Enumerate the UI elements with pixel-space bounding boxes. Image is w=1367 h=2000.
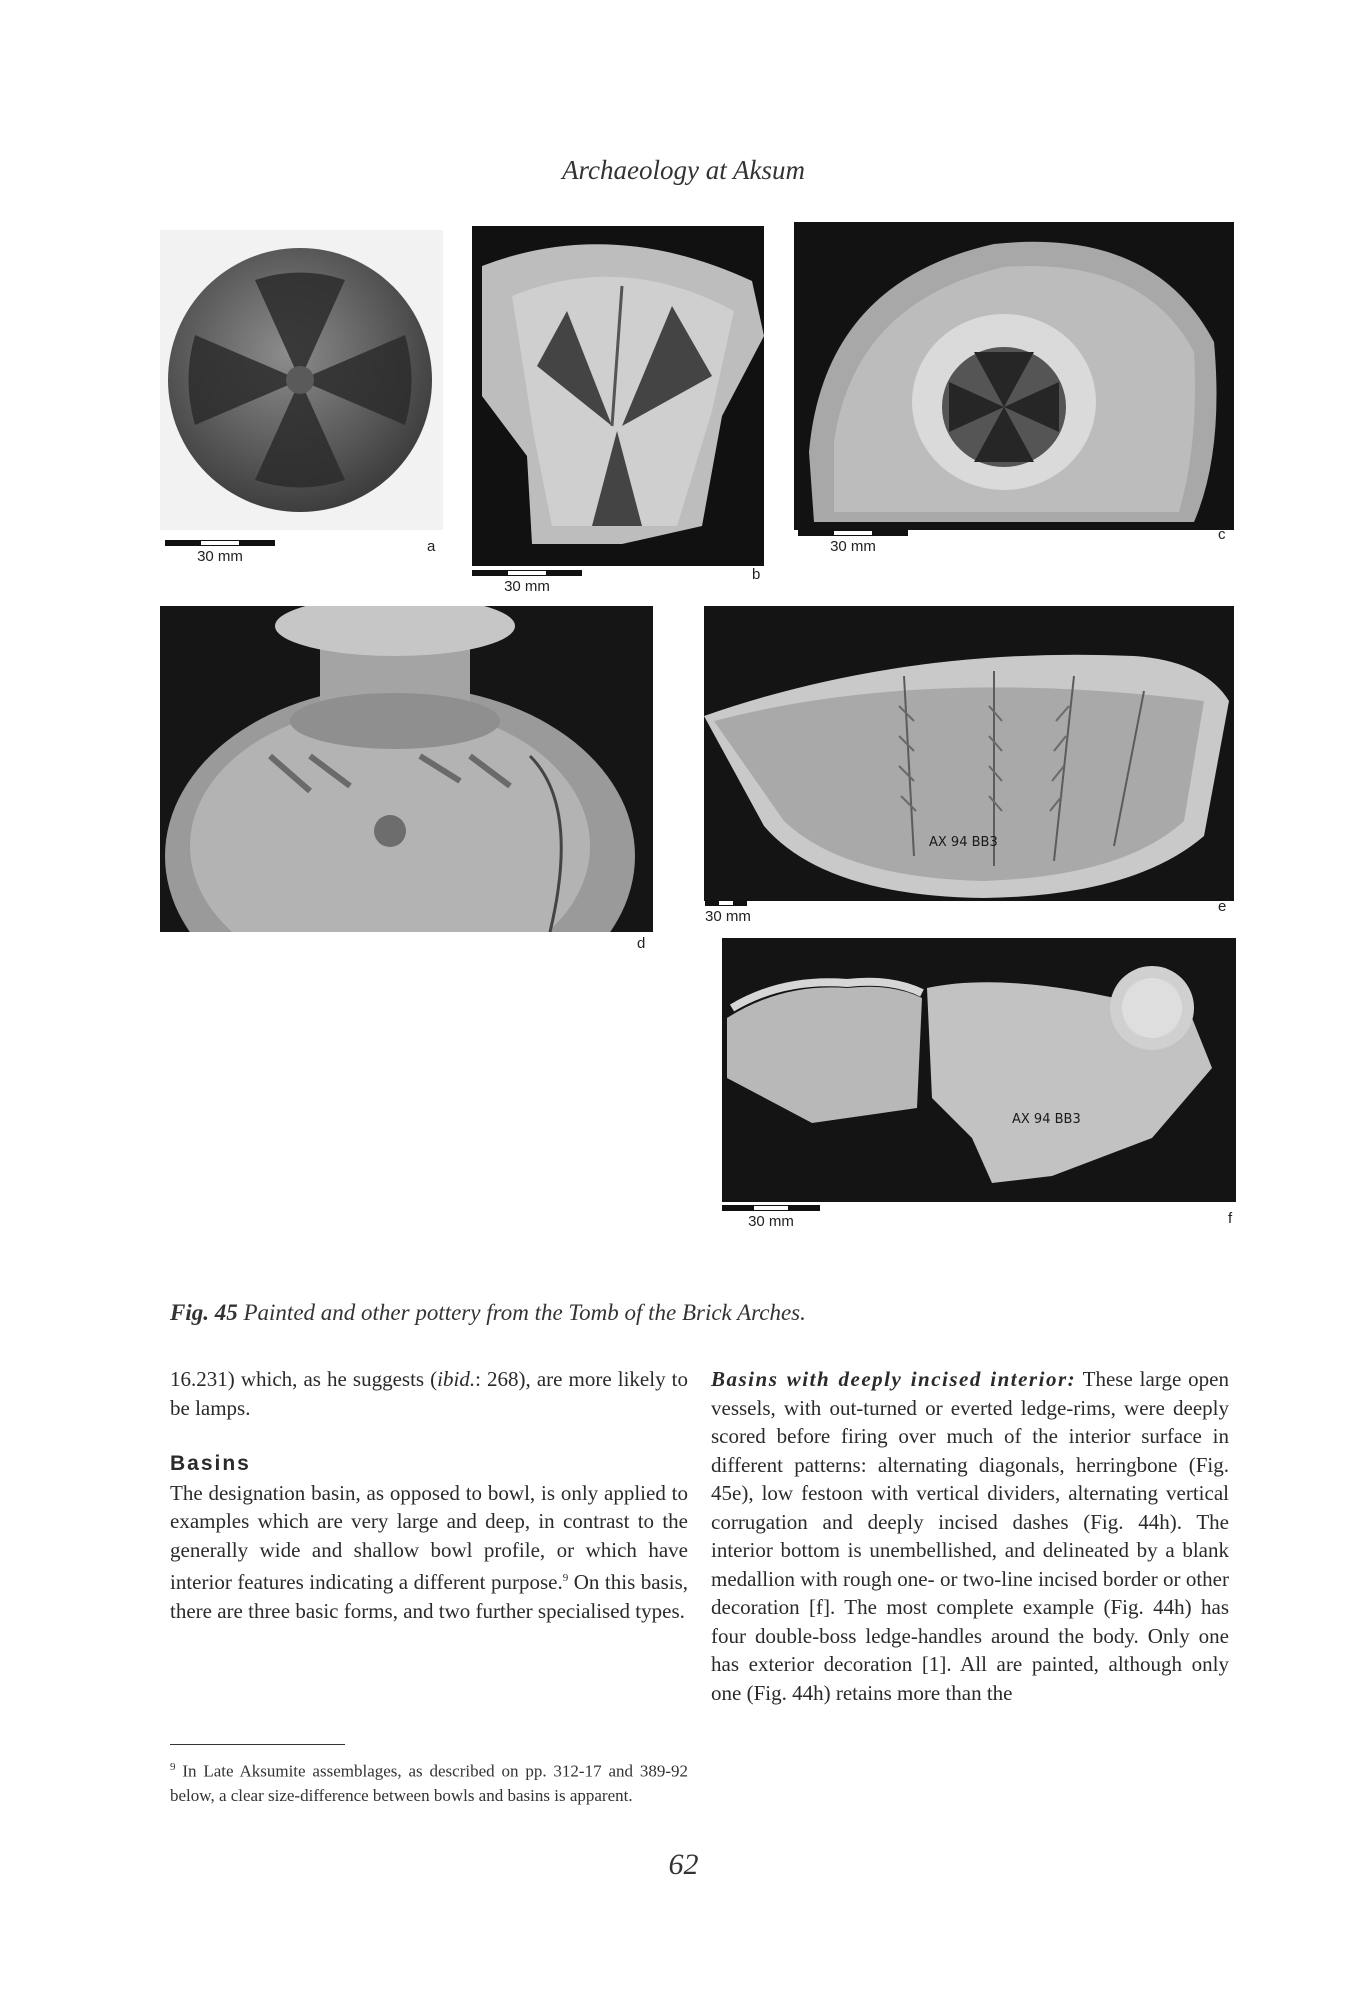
photo-panel-a [160,230,443,530]
paragraph-incised-basins: Basins with deeply incised interior: These large open vessels, with out-turned or everted ledge-rims, were deeply scored before firing over much of the interior surface in different patterns: alternating diagonals, herringbone (Fig. 45e), low festoon with vertical dividers, alternating vertical corrugation and deeply incised dashes (Fig. 44h). The interior bottom is unembellished, and delineated by a blank medallion with rough one- or two-line incised border or other decoration [f]. The most complete example (Fig. 44h) has four double-boss ledge-handles around the body. Only one has exterior decoration [1]. All are painted, although only one (Fig. 44h) retains more than the [711,1367,1229,1705]
footnote: $^9$ In Late Aksumite assemblages, as described on pp. 312-17 and 389-92 below, a clear size-difference between bowls and basins is apparent. [170,1761,688,1805]
caption-lead: Fig. 45 [170,1300,238,1325]
figure-caption [170,1300,1230,1326]
scale-bar-e: 30 mm [705,900,747,925]
section-heading-basins: Basins [170,1452,251,1475]
inscription-e: AX 94 BB3 [929,835,998,850]
panel-letter-b: b [752,566,761,583]
panel-letter-f: f [1228,1210,1233,1227]
page-number: 62 [668,1848,699,1881]
panel-letter-a: a [427,538,436,555]
scale-bar-b: 30 mm [472,570,582,595]
panel-letter-e: e [1218,898,1227,915]
scale-bar-f: 30 mm [722,1205,820,1230]
paragraph-basins: The designation basin, as opposed to bowl, is only applied to examples which are very large and deep, in contrast to the generally wide and shallow bowl profile, or which have interior features indicating a different purpose.$^9$ On this basis, there are three basic forms, and two further specialised types. [170,1480,688,1623]
panel-letter-d: d [637,935,646,952]
running-head: Archaeology at Aksum [562,155,805,185]
scale-bar-a: 30 mm [165,540,275,565]
footnote-rule [170,1744,345,1745]
panel-letter-c: c [1218,526,1226,543]
scale-bar-c: 30 mm [798,530,908,555]
right-column [711,1365,1229,1707]
paragraph-lamps: 16.231) which, as he suggests (ibid.: 268), are more likely to be lamps. [170,1367,688,1420]
photo-panel-e [704,606,1234,901]
inscription-f: AX 94 BB3 [1012,1112,1081,1127]
footnote-ref[interactable]: 9 [562,1572,569,1584]
left-column [170,1365,688,1625]
photo-panel-f [722,938,1236,1202]
caption-text: Painted and other pottery from the Tomb of the Brick Arches. [243,1300,806,1325]
runin-heading: Basins with deeply incised interior: [711,1367,1077,1391]
photo-panel-c [794,222,1234,530]
photo-panel-d [160,606,653,932]
photo-panel-b [472,226,764,566]
